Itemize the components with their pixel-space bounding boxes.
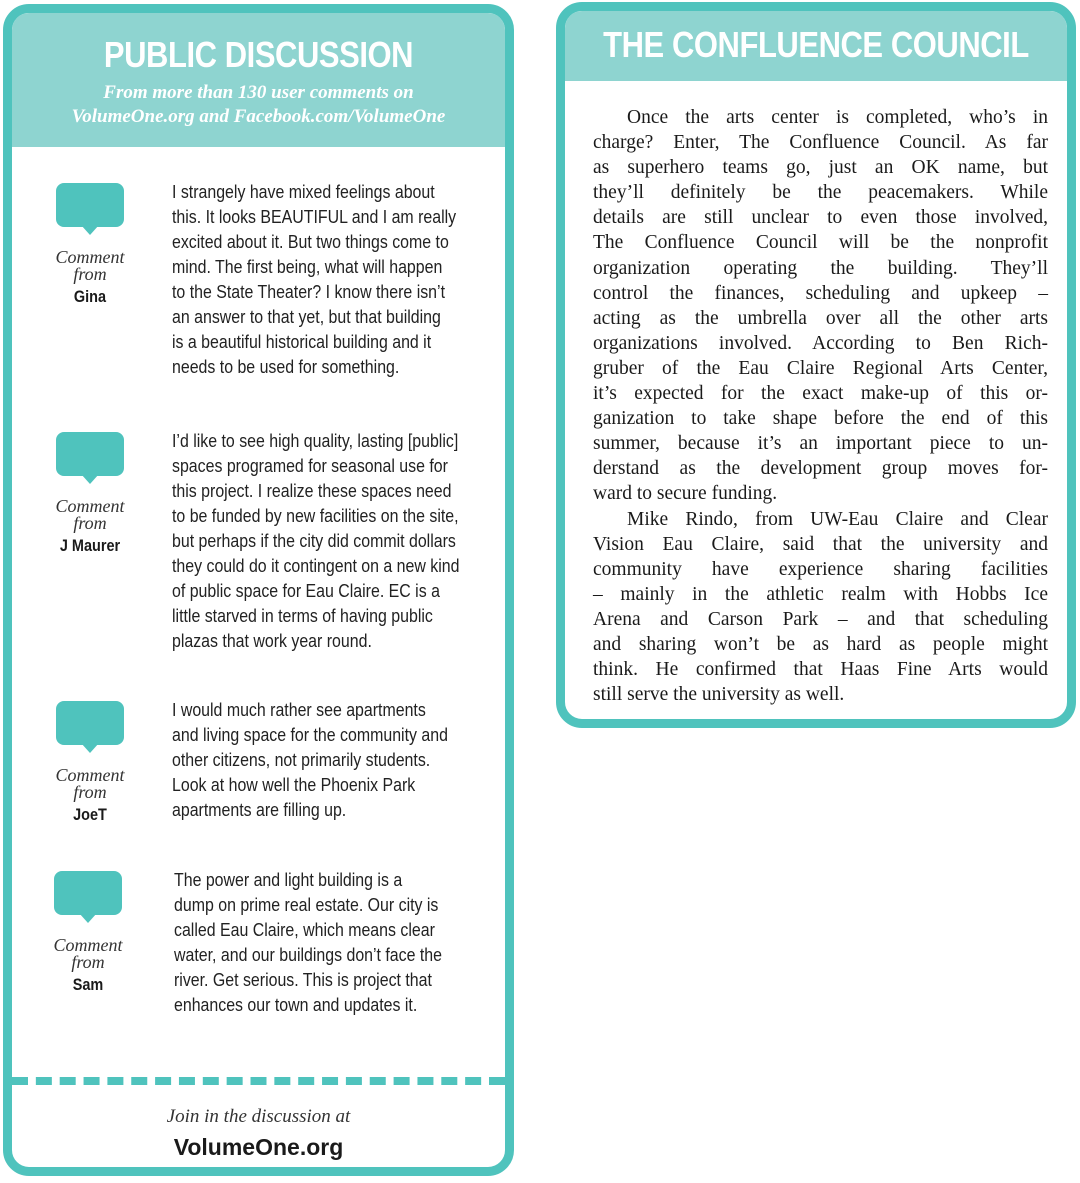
- comment-sam: [12, 871, 505, 1071]
- speech-bubble-icon: [56, 183, 124, 239]
- commenter-name: J Maurer: [59, 536, 121, 555]
- article-line: Arena and Carson Park – and that scheduling: [593, 608, 1048, 630]
- article-line: community have experience sharing facilities: [593, 558, 1048, 580]
- confluence-council-title: THE CONFLUENCE COUNCIL: [603, 24, 1029, 65]
- article-line: summer, because it’s an important piece to un-: [593, 433, 1048, 455]
- article-line: ward to secure funding.: [593, 483, 778, 505]
- article-line: Vision Eau Claire, said that the university and: [593, 533, 1048, 555]
- article-line: ganization to take shape before the end of this: [593, 408, 1048, 430]
- confluence-council-article: [593, 105, 1048, 707]
- comment-text: The power and light building is a dump on prime real estate. Our city is called Eau Claire, which means clear water, and our buildings don’t face the river. Get serious. This is project that enhances our town and updates it.: [174, 869, 443, 1015]
- comment-from-label: Comment from: [55, 247, 125, 284]
- join-discussion-site: VolumeOne.org: [173, 1134, 344, 1160]
- comment-gina: [12, 183, 505, 383]
- speech-bubble-icon: [56, 432, 124, 488]
- public-discussion-subtitle: [12, 81, 505, 129]
- dashed-divider: [12, 1077, 505, 1085]
- confluence-council-panel: [556, 2, 1076, 728]
- article-line: charge? Enter, The Confluence Council. As far: [593, 132, 1048, 154]
- comment-text: I would much rather see apartments and living space for the community and other citizens, not primarily students. Look at how well the Phoenix Park apartments are filling up.: [172, 699, 448, 820]
- join-discussion-text: Join in the discussion at: [166, 1106, 351, 1127]
- article-line: Once the arts center is completed, who’s in: [627, 107, 1048, 128]
- article-line: organization operating the building. They’ll: [593, 257, 1048, 279]
- article-line: still serve the university as well.: [593, 684, 845, 706]
- article-line: control the finances, scheduling and upkeep –: [593, 282, 1048, 304]
- commenter-name: Sam: [72, 975, 104, 994]
- article-line: The Confluence Council will be the nonprofit: [593, 232, 1048, 254]
- article-line: they’ll definitely be the peacemakers. While: [593, 182, 1048, 204]
- comment-j-maurer: [12, 430, 505, 651]
- article-line: details are still unclear to even those involved,: [593, 207, 1048, 229]
- article-line: acting as the umbrella over all the other arts: [593, 307, 1048, 329]
- speech-bubble-icon: [54, 871, 122, 927]
- public-discussion-panel: [3, 4, 514, 1176]
- article-line: as superhero teams go, just an OK name, but: [593, 157, 1048, 179]
- public-discussion-title: PUBLIC DISCUSSION: [103, 34, 414, 75]
- article-line: – mainly in the athletic realm with Hobbs Ice: [593, 583, 1048, 605]
- commenter-name: Gina: [73, 287, 107, 306]
- speech-bubble-icon: [56, 701, 124, 757]
- comment-from-label: Comment from: [53, 935, 123, 972]
- commenter-name: JoeT: [73, 805, 107, 824]
- article-line: it’s expected for the exact make-up of this or-: [593, 383, 1048, 405]
- subtitle-line: VolumeOne.org and Facebook.com/VolumeOne: [71, 106, 446, 127]
- subtitle-line: From more than 130 user comments on: [103, 82, 414, 103]
- comment-from-label: Comment from: [55, 765, 125, 802]
- article-line: organizations involved. According to Ben Rich-: [593, 332, 1048, 354]
- comment-text: I’d like to see high quality, lasting [public] spaces programed for seasonal use for this project. I realize these spaces need to be funded by new facilities on the site, but perhaps if the city did commit dollars they could do it contingent on a new kind of public space for Eau Claire. EC is a little starved in terms of having public plazas that work year round.: [172, 430, 460, 651]
- article-line: and sharing won’t be as hard as people might: [593, 633, 1048, 655]
- article-line: gruber of the Eau Claire Regional Arts Center,: [593, 357, 1048, 379]
- comment-from-label: Comment from: [55, 496, 125, 533]
- public-discussion-header: [12, 13, 505, 147]
- article-line: derstand as the development group moves for-: [593, 458, 1048, 480]
- comment-text: I strangely have mixed feelings about this. It looks BEAUTIFUL and I am really excited about it. But two things come to mind. The first being, what will happen to the State Theater? I know there isn’t an answer to that yet, but that building is a beautiful historical building and it needs to be used for something.: [172, 181, 457, 377]
- article-line: Mike Rindo, from UW-Eau Claire and Clear: [627, 508, 1048, 530]
- article-line: think. He confirmed that Haas Fine Arts would: [593, 659, 1048, 681]
- confluence-council-header: [565, 11, 1067, 81]
